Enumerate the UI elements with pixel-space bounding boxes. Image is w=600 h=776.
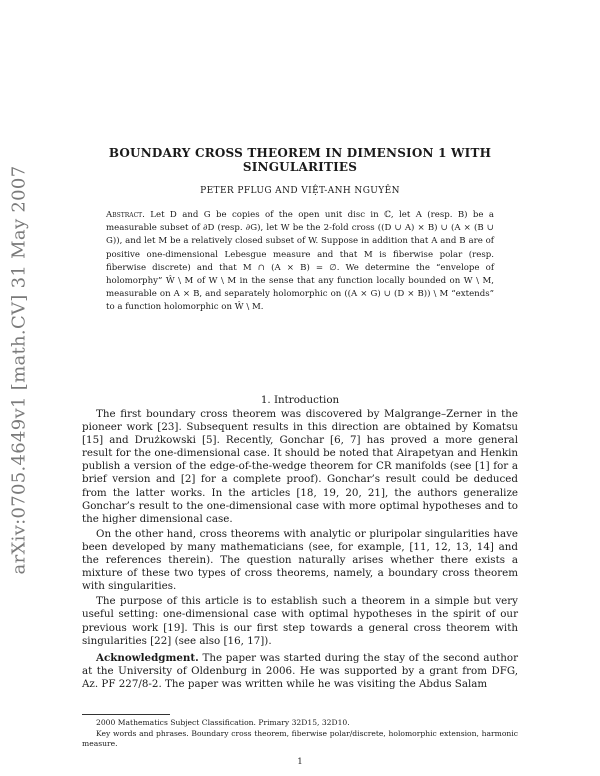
abstract-text: Let D and G be copies of the open unit disc in ℂ, let A (resp. B) be a measurable subset of ∂D (resp. ∂G), let W be the 2-fold cross ((D ∪ A) × B) ∪ (A × (B ∪ G)), and let M be a relatively closed subset of W. Suppose in addition that A and B are of positive one-dimensional Lebesgue measure and that M is fiberwise polar (resp. fiberwise discrete) and that M ∩ (A × B) = ∅. We determine the “envelope of holomorphy” Ŵ \ M of W \ M in the sense that any function locally bounded on W \ M, measurable on A × B, and separately holomorphic on ((A × G) ∪ (D × B)) \ M “extends” to a function holomorphic on Ŵ \ M. [106, 210, 494, 313]
paragraph: On the other hand, cross theorems with analytic or pluripolar singularities have been developed by many mathematicians (see, for example, [11, 12, 13, 14] and the references therein). The question naturally arises whether there exists a mixture of these two types of cross theorems, namely, a boundary cross theorem with singularities. [82, 527, 518, 593]
abstract-label: Abstract. [106, 210, 145, 220]
acknowledgment [82, 652, 518, 691]
arxiv-identifier [6, 165, 32, 575]
section-heading: 1. Introduction [260, 394, 340, 406]
page-number: 1 [297, 757, 303, 767]
authors: PETER PFLUG AND VIỆT-ANH NGUYÊN [200, 186, 400, 196]
acknowledgment-label: Acknowledgment. [96, 651, 199, 664]
footnote-divider [82, 714, 170, 715]
footnote-keywords: Key words and phrases. Boundary cross theorem, fiberwise polar/discrete, holomorphic extension, harmonic measure. [82, 728, 518, 748]
paper-title [80, 146, 520, 174]
title-line-2: SINGULARITIES [242, 160, 358, 174]
footnotes [82, 718, 518, 750]
footnote-classification: 2000 Mathematics Subject Classification. Primary 32D15, 32D10. [96, 718, 350, 727]
introduction-body [82, 408, 518, 693]
abstract [106, 209, 494, 315]
acknowledgment-text: The paper was started during the stay of the second author at the University of Oldenburg in 2006. He was supported by a grant from DFG, Az. PF 227/8-2. The paper was written while he was visiting the Abdus Salam [82, 651, 518, 690]
paragraph: The purpose of this article is to establish such a theorem in a simple but very useful setting: one-dimensional case with optimal hypotheses in the spirit of our previous work [19]. This is our first step towards a general cross theorem with singularities [22] (see also [16, 17]). [82, 595, 518, 647]
arxiv-identifier-text: arXiv:0705.4649v1 [math.CV] 31 May 2007 [8, 165, 30, 575]
paragraph: The first boundary cross theorem was discovered by Malgrange–Zerner in the pioneer work [23]. Subsequent results in this direction are obtained by Komatsu [15] and Drużkowski [5]. Recently, Gonchar [6, 7] has proved a more general result for the one-dimensional case. It should be noted that Airapetyan and Henkin publish a version of the edge-of-the-wedge theorem for CR manifolds (see [1] for a brief version and [2] for a complete proof). Gonchar’s result could be deduced from the latter works. In the articles [18, 19, 20, 21], the authors generalize Gonchar’s result to the one-dimensional case with more optimal hypotheses and to the higher dimensional case. [82, 408, 518, 525]
title-line-1: BOUNDARY CROSS THEOREM IN DIMENSION 1 WITH [108, 146, 492, 160]
